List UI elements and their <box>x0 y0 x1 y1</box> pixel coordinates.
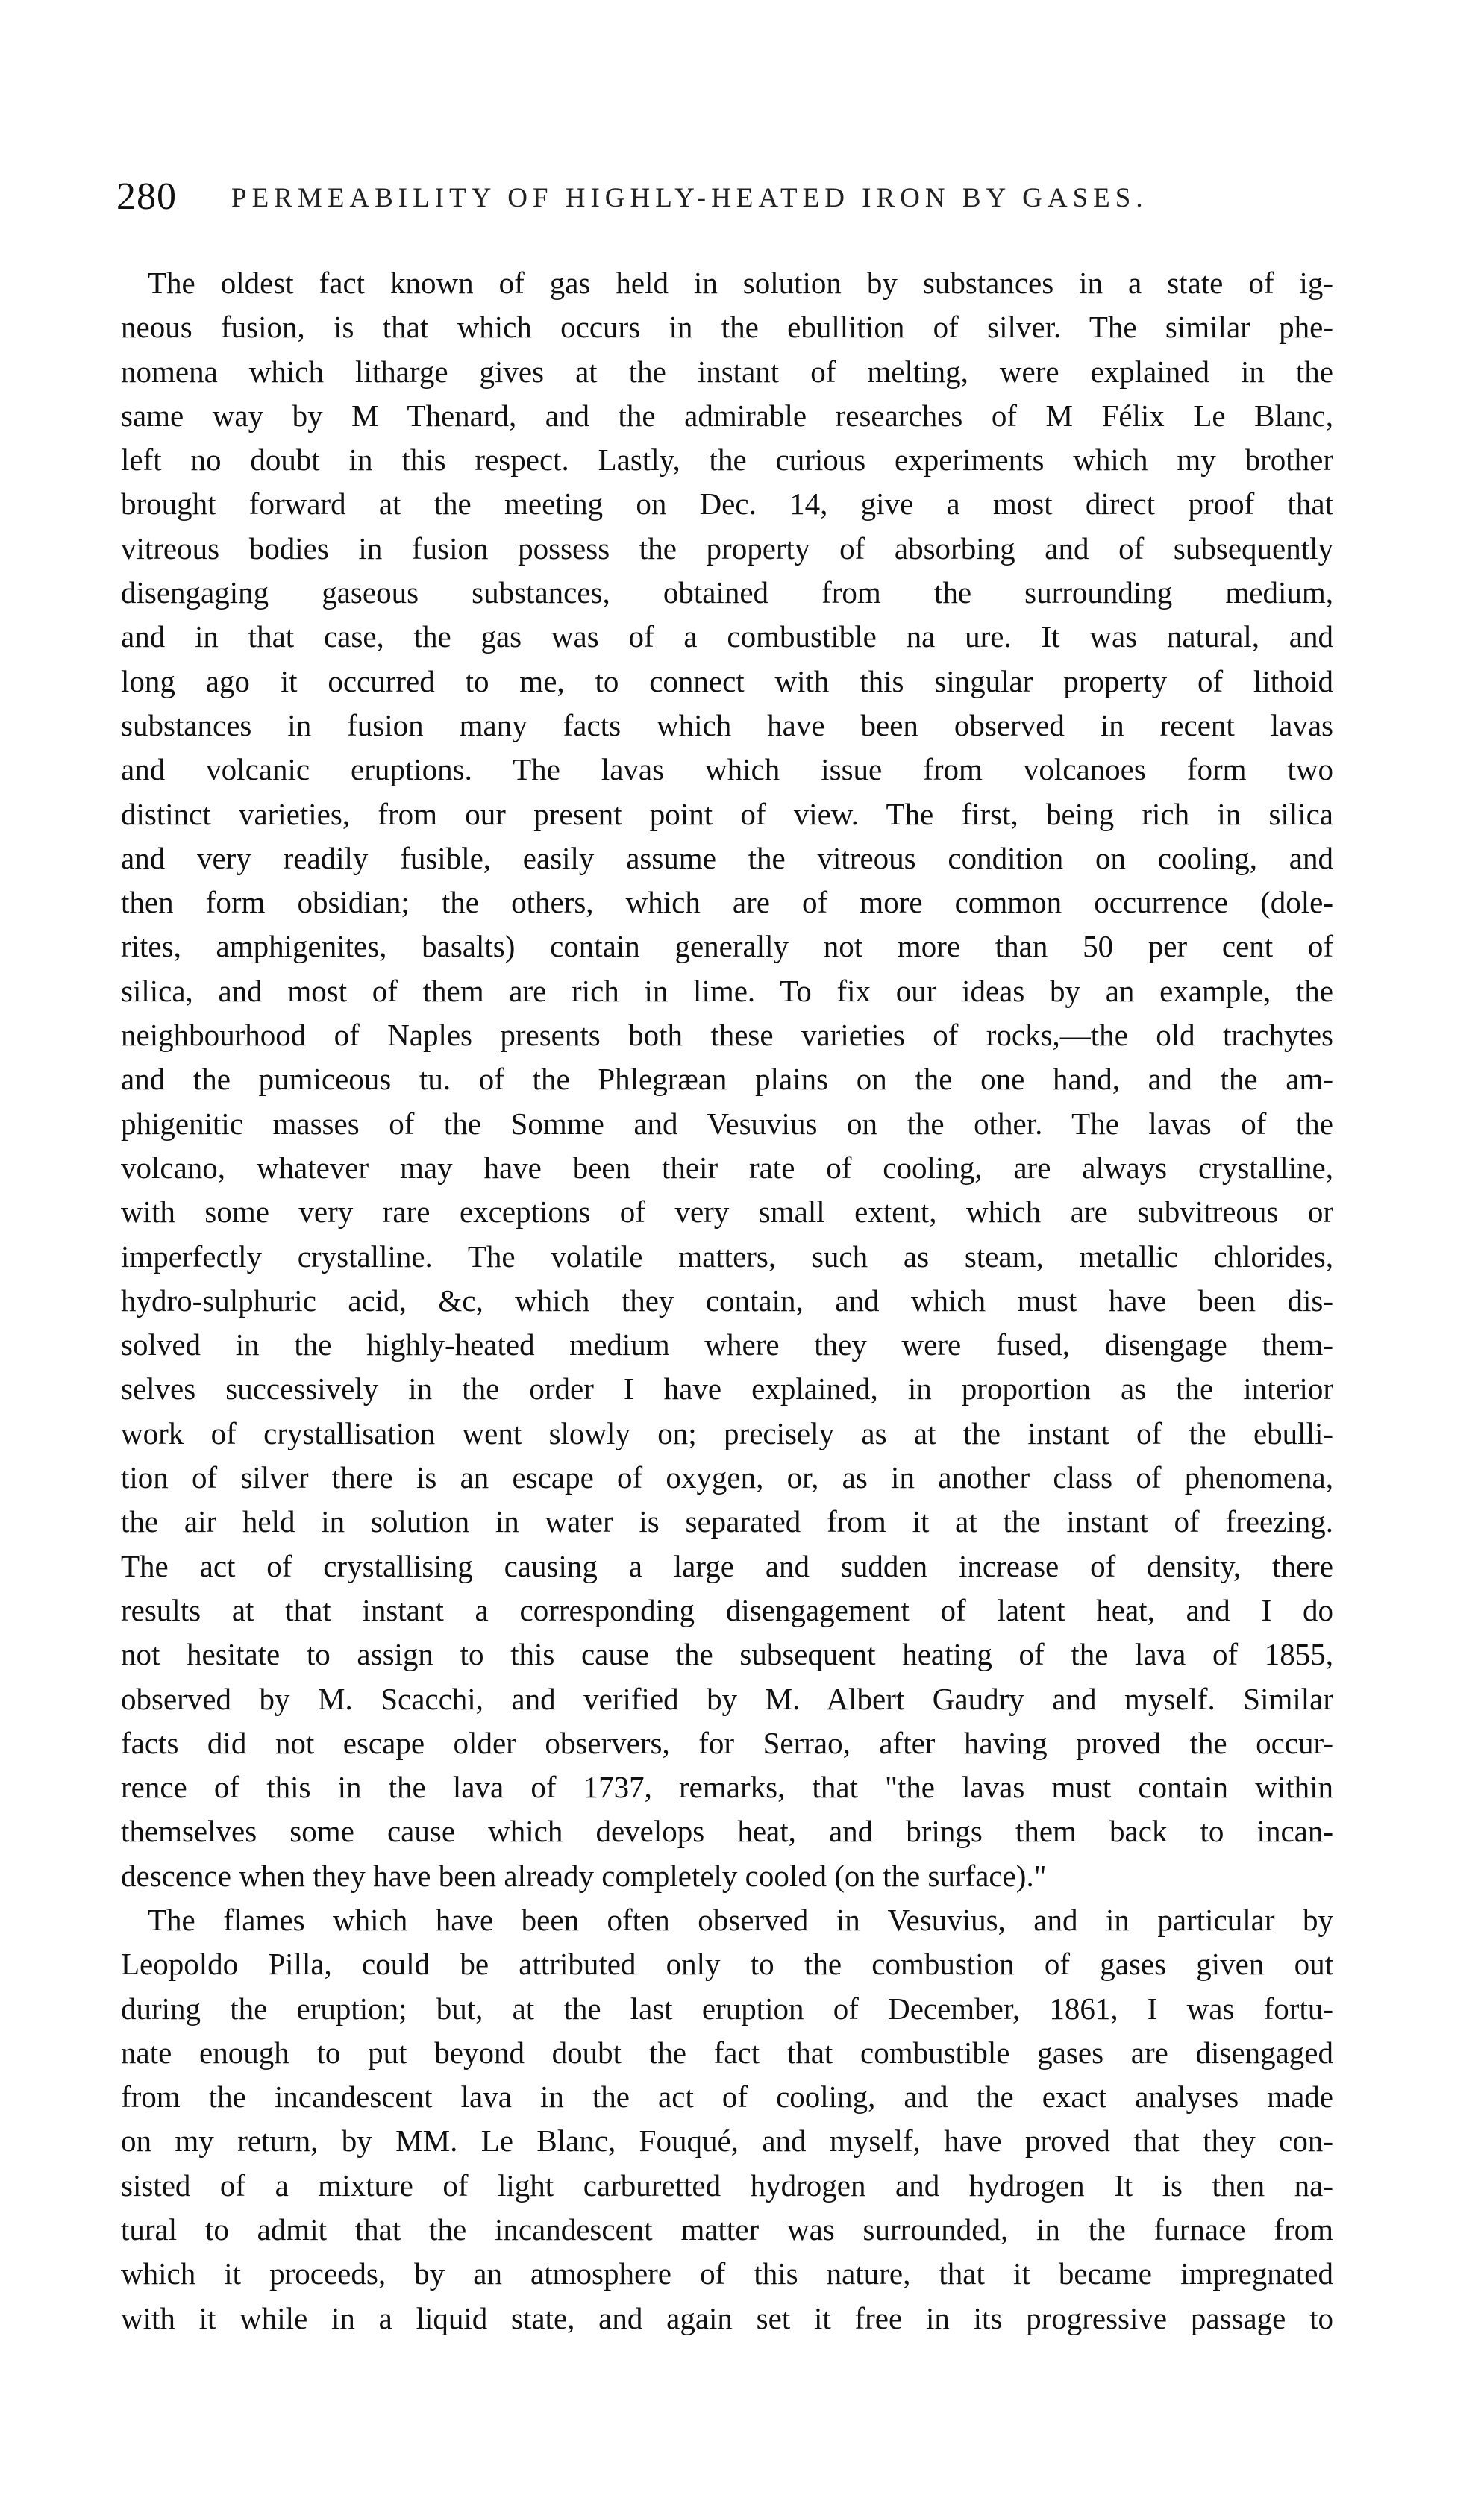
text-line: on my return, by MM. Le Blanc, Fouqué, and myself, have proved that they con- <box>121 2124 1333 2159</box>
text-line: disengaging gaseous substances, obtained from the surrounding medium, <box>121 575 1333 610</box>
text-line: The act of crystallising causing a large and sudden increase of density, there <box>121 1548 1333 1583</box>
text-line: then form obsidian; the others, which are of more common occurrence (dole- <box>121 885 1333 920</box>
text-line: volcano, whatever may have been their rate of cooling, are always crystalline, <box>121 1150 1333 1185</box>
running-head: PERMEABILITY OF HIGHLY-HEATED IRON BY GASES. <box>231 183 1148 213</box>
text-line: silica, and most of them are rich in lime. To fix our ideas by an example, the <box>121 973 1333 1008</box>
text-line: and very readily fusible, easily assume the vitreous condition on cooling, and <box>121 840 1333 875</box>
text-line: descence when they have been already completely cooled (on the surface)." <box>121 1858 1047 1893</box>
text-line: The flames which have been often observed in Vesuvius, and in particular by <box>148 1902 1333 1937</box>
text-line: tion of silver there is an escape of oxygen, or, as in another class of phenomena, <box>121 1460 1333 1495</box>
text-line: results at that instant a corresponding disengagement of latent heat, and I do <box>121 1592 1333 1627</box>
text-line: the air held in solution in water is separated from it at the instant of freezing. <box>121 1504 1333 1539</box>
text-line: substances in fusion many facts which have been observed in recent lavas <box>121 707 1333 742</box>
text-line: long ago it occurred to me, to connect with this singular property of lithoid <box>121 663 1333 698</box>
text-line: and the pumiceous tu. of the Phlegræan plains on the one hand, and the am- <box>121 1062 1333 1097</box>
text-line: and volcanic eruptions. The lavas which issue from volcanoes form two <box>121 752 1333 787</box>
text-line: with it while in a liquid state, and again set it free in its progressive passage to <box>121 2300 1333 2335</box>
text-line: The oldest fact known of gas held in solution by substances in a state of ig- <box>148 266 1333 300</box>
text-line: neighbourhood of Naples presents both these varieties of rocks,—the old trachytes <box>121 1018 1333 1053</box>
text-line: which it proceeds, by an atmosphere of this nature, that it became impregnated <box>121 2256 1333 2291</box>
text-line: work of crystallisation went slowly on; precisely as at the instant of the ebulli- <box>121 1415 1333 1450</box>
text-line: during the eruption; but, at the last eruption of December, 1861, I was fortu- <box>121 1991 1333 2026</box>
text-line: Leopoldo Pilla, could be attributed only to the combustion of gases given out <box>121 1947 1333 1982</box>
text-line: rence of this in the lava of 1737, remarks, that "the lavas must contain within <box>121 1770 1333 1805</box>
text-line: hydro-sulphuric acid, &c, which they contain, and which must have been dis- <box>121 1283 1333 1318</box>
text-line: tural to admit that the incandescent matter was surrounded, in the furnace from <box>121 2212 1333 2247</box>
text-line: and in that case, the gas was of a combustible na ure. It was natural, and <box>121 619 1333 654</box>
text-line: vitreous bodies in fusion possess the property of absorbing and of subsequently <box>121 531 1333 566</box>
text-line: neous fusion, is that which occurs in the ebullition of silver. The similar phe- <box>121 310 1333 345</box>
text-line: selves successively in the order I have explained, in proportion as the interior <box>121 1371 1333 1406</box>
text-line: not hesitate to assign to this cause the subsequent heating of the lava of 1855, <box>121 1637 1333 1672</box>
text-line: solved in the highly-heated medium where they were fused, disengage them- <box>121 1327 1333 1362</box>
text-line: observed by M. Scacchi, and verified by M. Albert Gaudry and myself. Similar <box>121 1681 1333 1716</box>
text-line: rites, amphigenites, basalts) contain generally not more than 50 per cent of <box>121 929 1333 964</box>
text-line: brought forward at the meeting on Dec. 14, give a most direct proof that <box>121 486 1333 522</box>
text-line: phigenitic masses of the Somme and Vesuvius on the other. The lavas of the <box>121 1106 1333 1141</box>
text-line: nate enough to put beyond doubt the fact that combustible gases are disengaged <box>121 2035 1333 2070</box>
text-line: nomena which litharge gives at the instant of melting, were explained in the <box>121 354 1333 389</box>
page-header <box>116 175 1340 219</box>
page-number: 280 <box>116 175 177 218</box>
text-line: facts did not escape older observers, for Serrao, after having proved the occur- <box>121 1725 1333 1760</box>
text-line: from the incandescent lava in the act of cooling, and the exact analyses made <box>121 2079 1333 2115</box>
text-line: sisted of a mixture of light carburetted hydrogen and hydrogen It is then na- <box>121 2168 1333 2203</box>
text-line: distinct varieties, from our present point of view. The first, being rich in silica <box>121 796 1333 831</box>
text-line: imperfectly crystalline. The volatile matters, such as steam, metallic chlorides, <box>121 1239 1333 1274</box>
body-text <box>121 261 1333 2341</box>
text-line: left no doubt in this respect. Lastly, the curious experiments which my brother <box>121 442 1333 478</box>
text-line: with some very rare exceptions of very small extent, which are subvitreous or <box>121 1195 1333 1230</box>
text-line: themselves some cause which develops heat, and brings them back to incan- <box>121 1814 1333 1849</box>
text-line: same way by M Thenard, and the admirable researches of M Félix Le Blanc, <box>121 398 1333 433</box>
